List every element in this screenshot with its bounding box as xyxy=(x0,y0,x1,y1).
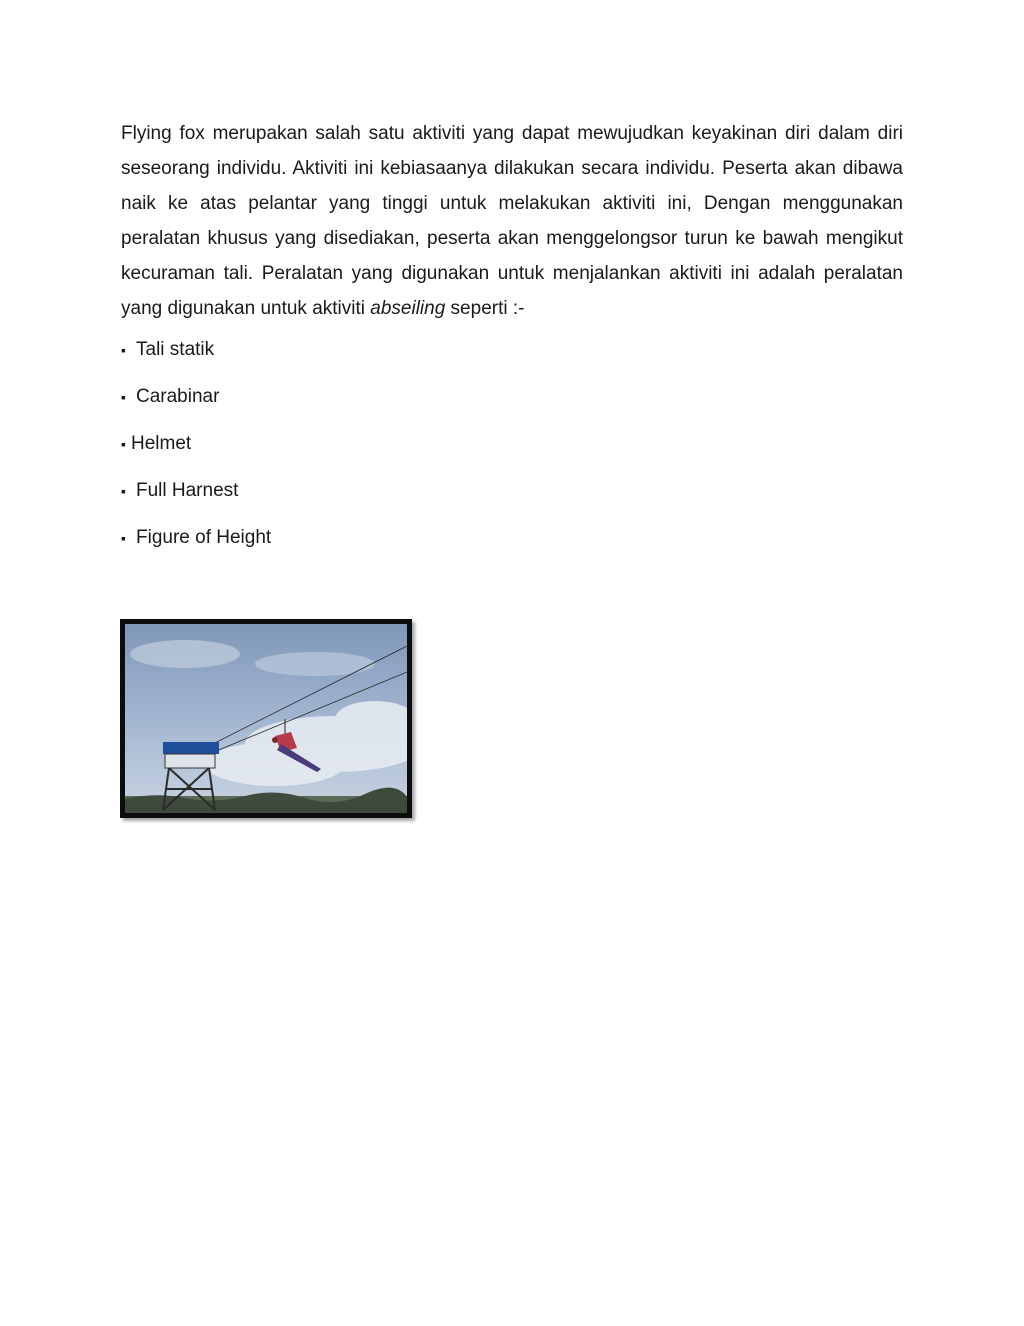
bullet-icon: ▪ xyxy=(121,483,126,499)
paragraph-text: Flying fox merupakan salah satu aktiviti yang dapat mewujudkan keyakinan diri dalam diri seseorang individu. Aktiviti ini kebiasaanya dilakukan secara individu. Peserta akan dibawa naik ke atas pelantar yang tinggi untuk melakukan aktiviti ini, Dengan menggunakan peralatan khusus yang disediakan, peserta akan menggelongsor turun ke bawah mengikut kecuraman tali. Peralatan yang digunakan untuk menjalankan aktiviti ini adalah peralatan yang digunakan untuk aktiviti xyxy=(121,123,903,319)
photo-image xyxy=(125,624,407,813)
bullet-icon: ▪ xyxy=(121,342,126,358)
bullet-icon: ▪ xyxy=(121,530,126,546)
list-item-label: Tali statik xyxy=(136,339,215,360)
italic-term: abseiling xyxy=(370,298,446,319)
list-item-label: Figure of Height xyxy=(136,527,272,548)
list-item-label: Helmet xyxy=(131,433,192,454)
list-item xyxy=(121,381,271,428)
list-item xyxy=(121,334,271,381)
flying-fox-photo xyxy=(120,619,412,818)
list-item xyxy=(121,428,271,475)
paragraph-tail: seperti :- xyxy=(445,298,525,319)
equipment-list xyxy=(121,334,271,569)
intro-paragraph xyxy=(121,116,903,326)
list-item xyxy=(121,475,271,522)
bullet-icon: ▪ xyxy=(121,389,126,405)
bullet-icon: ▪ xyxy=(121,436,126,452)
list-item xyxy=(121,522,271,569)
list-item-label: Full Harnest xyxy=(136,480,239,501)
list-item-label: Carabinar xyxy=(136,386,220,407)
